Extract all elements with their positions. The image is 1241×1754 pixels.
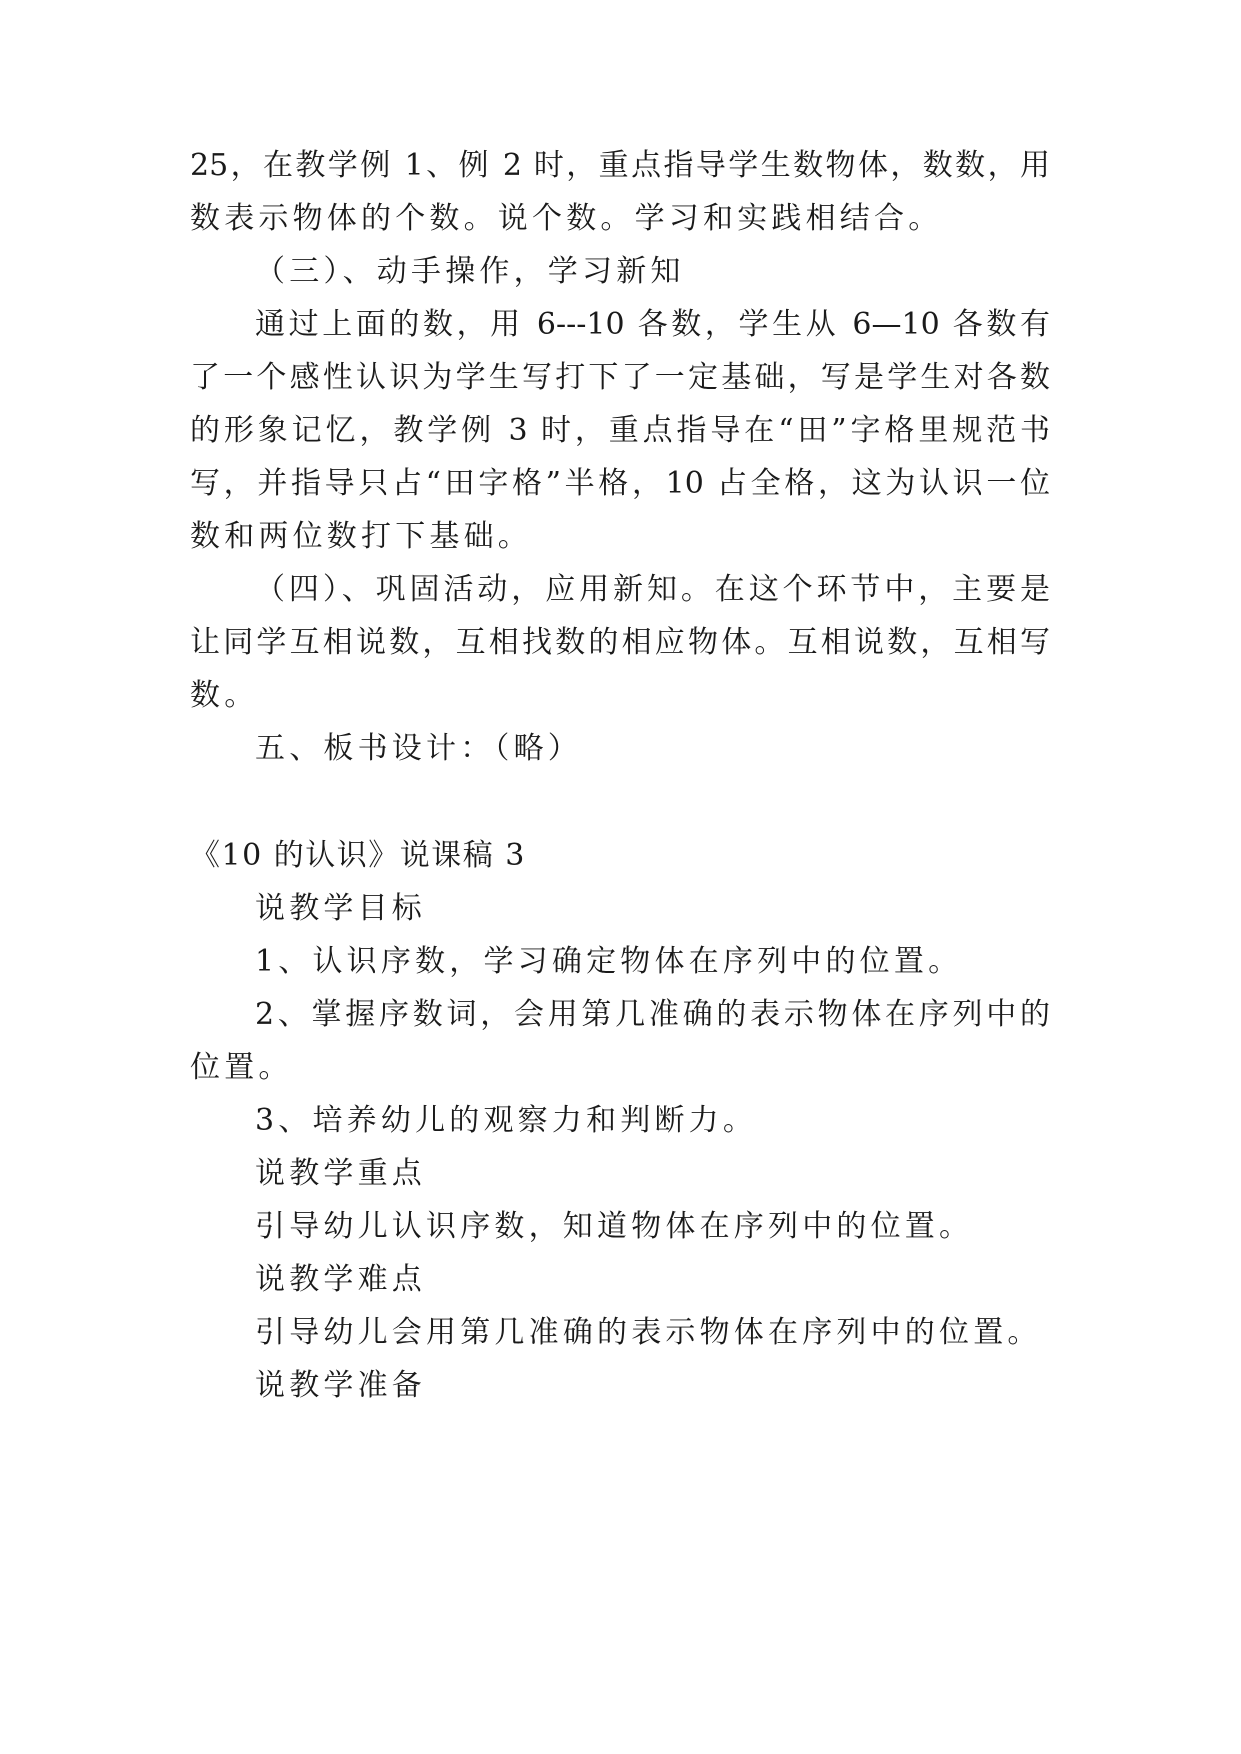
paragraph-line: 数表示物体的个数。说个数。学习和实践相结合。 [190,201,943,236]
paragraph-line: 数。 [190,678,259,713]
paragraph-line: 了一个感性认识为学生写打下了一定基础，写是学生对各数 [190,360,1050,395]
section-heading: （三）、动手操作，学习新知 [255,254,685,289]
paragraph-line: 引导幼儿会用第几准确的表示物体在序列中的位置。 [255,1315,1042,1350]
paragraph-line: 数和两位数打下基础。 [190,519,532,554]
section-heading: 说教学难点 [255,1262,426,1297]
paragraph-line: 写，并指导只占“田字格”半格，10 占全格，这为认识一位 [190,466,1050,501]
paragraph-line: 25，在教学例 1、例 2 时，重点指导学生数物体，数数，用 [190,148,1050,183]
list-item: 3、培养幼儿的观察力和判断力。 [255,1103,758,1138]
paragraph-line: 引导幼儿认识序数，知道物体在序列中的位置。 [255,1209,974,1244]
list-item: 2、掌握序数词，会用第几准确的表示物体在序列中的 [255,997,1050,1032]
paragraph-line: 通过上面的数，用 6---10 各数，学生从 6—10 各数有 [255,307,1050,342]
list-item: 1、认识序数，学习确定物体在序列中的位置。 [255,944,963,979]
section-heading: 五、板书设计：（略） [255,731,582,766]
section-heading: 说教学目标 [255,891,426,926]
section-heading: 说教学准备 [255,1368,426,1403]
section-heading: 说教学重点 [255,1156,426,1191]
paragraph-line: （四）、巩固活动，应用新知。在这个环节中，主要是 [255,572,1050,607]
document-title: 《10 的认识》说课稿 3 [190,838,526,873]
paragraph-line: 的形象记忆，教学例 3 时，重点指导在“田”字格里规范书 [190,413,1050,448]
paragraph-line: 位置。 [190,1050,293,1085]
paragraph-line: 让同学互相说数，互相找数的相应物体。互相说数，互相写 [190,625,1050,660]
